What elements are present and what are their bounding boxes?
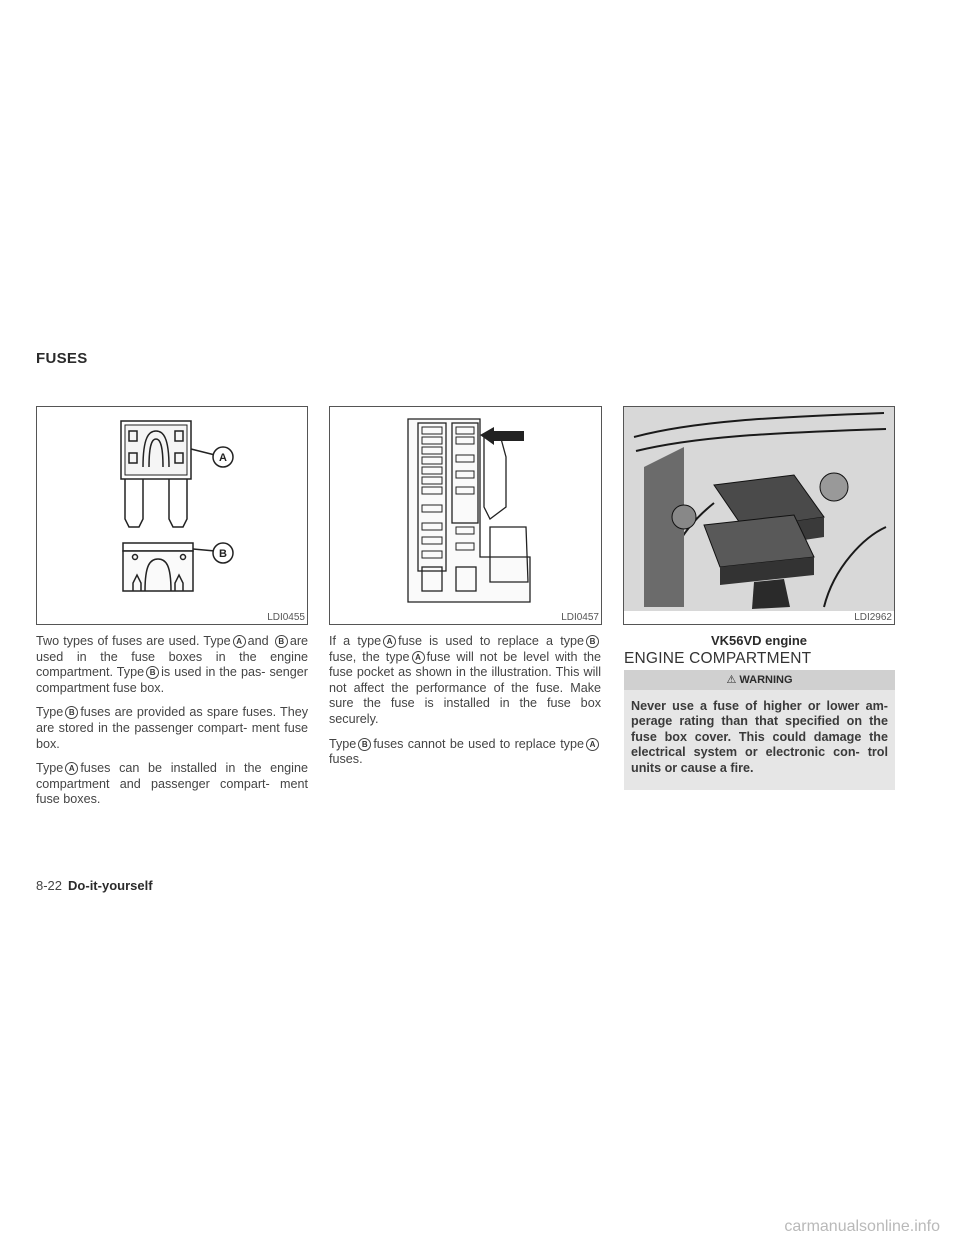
- figure-code: LDI0455: [267, 612, 305, 623]
- paragraph: Type B fuses cannot be used to replace type Afuses.: [329, 737, 601, 768]
- engine-photo-figure: [623, 406, 895, 648]
- section-title: FUSES: [36, 350, 88, 367]
- warning-icon: ⚠: [726, 674, 737, 686]
- text-column-2: [329, 634, 601, 777]
- page-footer: [36, 878, 153, 893]
- fuse-box-figure: [329, 406, 602, 625]
- label-a: A: [219, 452, 227, 464]
- page-number: 8-22: [36, 878, 63, 893]
- paragraph: Type A fuses can be installed in the engine compartment and passenger compart- ment fuse boxes.: [36, 761, 308, 807]
- figure-code: LDI0457: [561, 612, 599, 623]
- paragraph: Two types of fuses are used. Type A and B are used in the fuse boxes in the engine compartment. Type B is used in the pas- senger compartment fuse box.: [36, 634, 309, 695]
- fuse-types-illustration: [37, 407, 307, 607]
- chapter-name: Do-it-yourself: [68, 878, 153, 893]
- figure-caption: VK56VD engine: [710, 633, 808, 648]
- warning-header: ⚠ WARNING: [624, 670, 895, 690]
- paragraph: Type B fuses are provided as spare fuses. They are stored in the passenger compart- ment fuse box.: [36, 705, 308, 751]
- figure-code: LDI2962: [854, 612, 892, 623]
- warning-box: [624, 670, 895, 790]
- fuse-types-figure: [36, 406, 308, 625]
- engine-compartment-photo: [624, 407, 894, 611]
- watermark: carmanualsonline.info: [784, 1218, 940, 1235]
- label-b: B: [219, 548, 227, 560]
- text-column-1: [36, 634, 308, 817]
- subsection-heading: ENGINE COMPARTMENT: [624, 650, 812, 667]
- paragraph: If a type A fuse is used to replace a type B fuse, the type A fuse will not be level with the fuse pocket as shown in the illustration. This will not affect the performance of the fuse. Make sure the fuse is installed in the fuse box securely.: [329, 634, 601, 726]
- warning-text: Never use a fuse of higher or lower am- perage rating than that specified on the fuse box cover. This could damage the electrical system or electronic con- trol units or cause a fire.: [631, 699, 888, 775]
- fuse-box-illustration: [330, 407, 601, 612]
